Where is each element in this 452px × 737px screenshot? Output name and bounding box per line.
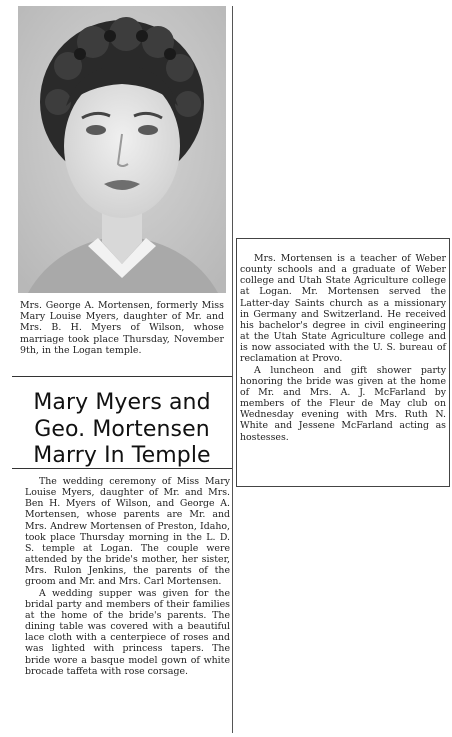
headline-line-1: Mary Myers and	[33, 390, 211, 415]
paragraph: A luncheon and gift shower party honoring the bride was given at the home of Mr. and Mrs. A. J. McFarland by members of the Fleur de May club on Wednesday evening with Mrs. Ruth N. White and Jessene McFarland acting as hostesses.	[240, 364, 446, 443]
paragraph: Mrs. Mortensen is a teacher of Weber county schools and a graduate of Weber college and Utah State Agriculture college at Logan. Mr. Mortensen served the Latter-day Saints church as a missionary in Germany and Switzerland. He received his bachelor's degree in civil engineering at the Utah State Agriculture college and is now associated with the U. S. bureau of reclamation at Provo.	[240, 253, 446, 365]
paragraph: The wedding ceremony of Miss Mary Louise Myers, daughter of Mr. and Mrs. Ben H. Myers of Wilson, and George A. Mortensen, whose parents are Mr. and Mrs. Andrew Mortensen of Preston, Idaho, took place Thursday morning in the L. D. S. temple at Logan. The couple were attended by the bride's mother, her sister, Mrs. Rulon Jenkins, the parents of the groom and Mr. and Mrs. Carl Mortensen.	[25, 476, 230, 588]
article-body-right	[240, 253, 446, 443]
portrait-photo	[18, 6, 226, 293]
paragraph: A wedding supper was given for the bridal party and members of their families at the home of the bride's parents. The dining table was covered with a beautiful lace cloth with a centerpiece of roses and was lighted with princess tapers. The bride wore a basque model gown of white brocade taffeta with rose corsage.	[25, 587, 230, 677]
article-headline	[12, 390, 232, 470]
portrait-illustration	[18, 6, 226, 293]
divider-rule	[12, 468, 232, 469]
photo-caption: Mrs. George A. Mortensen, formerly Miss Mary Louise Myers, daughter of Mr. and Mrs. B. H. Myers of Wilson, whose marriage took place Thursday, November 9th, in the Logan temple.	[20, 300, 224, 356]
headline-line-3: Marry In Temple	[33, 443, 211, 468]
article-body-left	[25, 476, 230, 677]
divider-rule	[12, 376, 232, 377]
right-column	[236, 238, 450, 487]
headline-line-2: Geo. Mortensen	[34, 416, 210, 442]
left-column	[12, 6, 233, 733]
